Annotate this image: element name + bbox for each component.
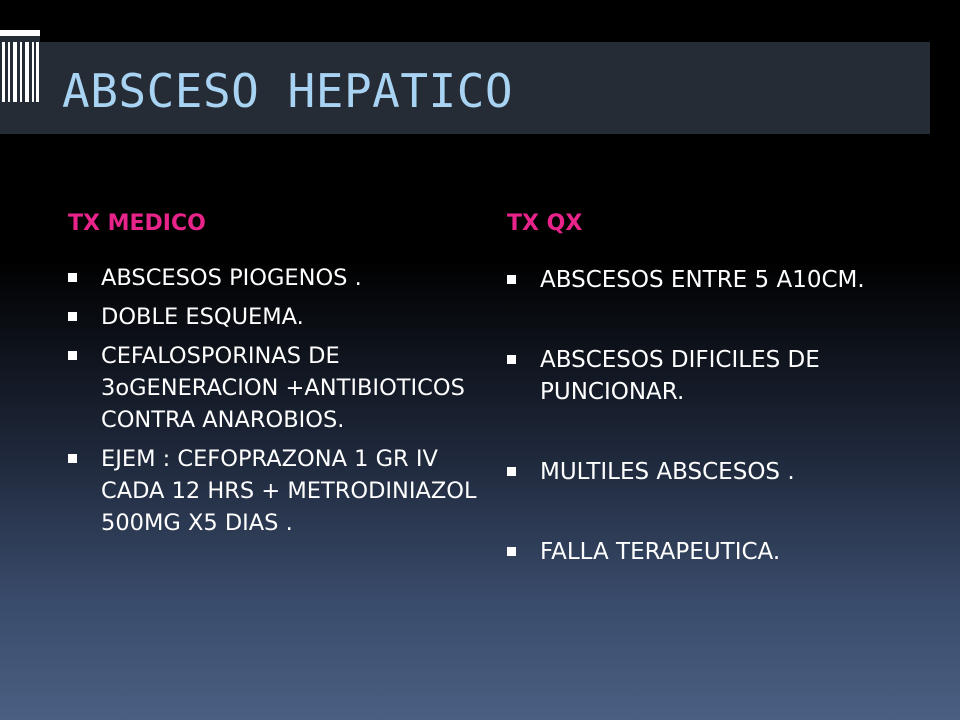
list-item-text: EJEM : CEFOPRAZONA 1 GR IV CADA 12 HRS + METRODINIAZOL 500MG X5 DIAS . <box>101 446 477 536</box>
list-item-text: FALLA TERAPEUTICA. <box>540 539 781 565</box>
right-column-heading: TX QX <box>507 211 583 236</box>
list-item-text: ABSCESOS DIFICILES DE PUNCIONAR. <box>540 347 820 405</box>
square-bullet-icon <box>68 454 77 463</box>
left-column <box>68 206 478 536</box>
right-bullet-list <box>507 264 907 616</box>
slide-title: ABSCESO HEPATICO <box>62 64 514 118</box>
list-item-text: ABSCESOS ENTRE 5 A10CM. <box>540 267 865 293</box>
square-bullet-icon <box>507 275 516 284</box>
vertical-stripes-icon <box>0 30 40 102</box>
list-item <box>68 340 478 436</box>
list-item-text: DOBLE ESQUEMA. <box>101 304 304 330</box>
list-item-text: ABSCESOS PIOGENOS . <box>101 265 362 291</box>
list-item <box>507 456 907 488</box>
square-bullet-icon <box>68 351 77 360</box>
list-item <box>507 344 907 408</box>
left-column-heading: TX MEDICO <box>68 211 206 236</box>
left-bullet-list <box>68 262 478 546</box>
list-item <box>507 264 907 296</box>
square-bullet-icon <box>507 547 516 556</box>
list-item <box>68 301 478 333</box>
list-item <box>68 262 478 294</box>
list-item-text: MULTILES ABSCESOS . <box>540 459 795 485</box>
right-column <box>507 206 907 565</box>
square-bullet-icon <box>68 273 77 282</box>
square-bullet-icon <box>68 312 77 321</box>
square-bullet-icon <box>507 355 516 364</box>
square-bullet-icon <box>507 467 516 476</box>
list-item <box>507 536 907 568</box>
list-item-text: CEFALOSPORINAS DE 3oGENERACION +ANTIBIOTICOS CONTRA ANAROBIOS. <box>101 343 465 433</box>
list-item <box>68 443 478 539</box>
